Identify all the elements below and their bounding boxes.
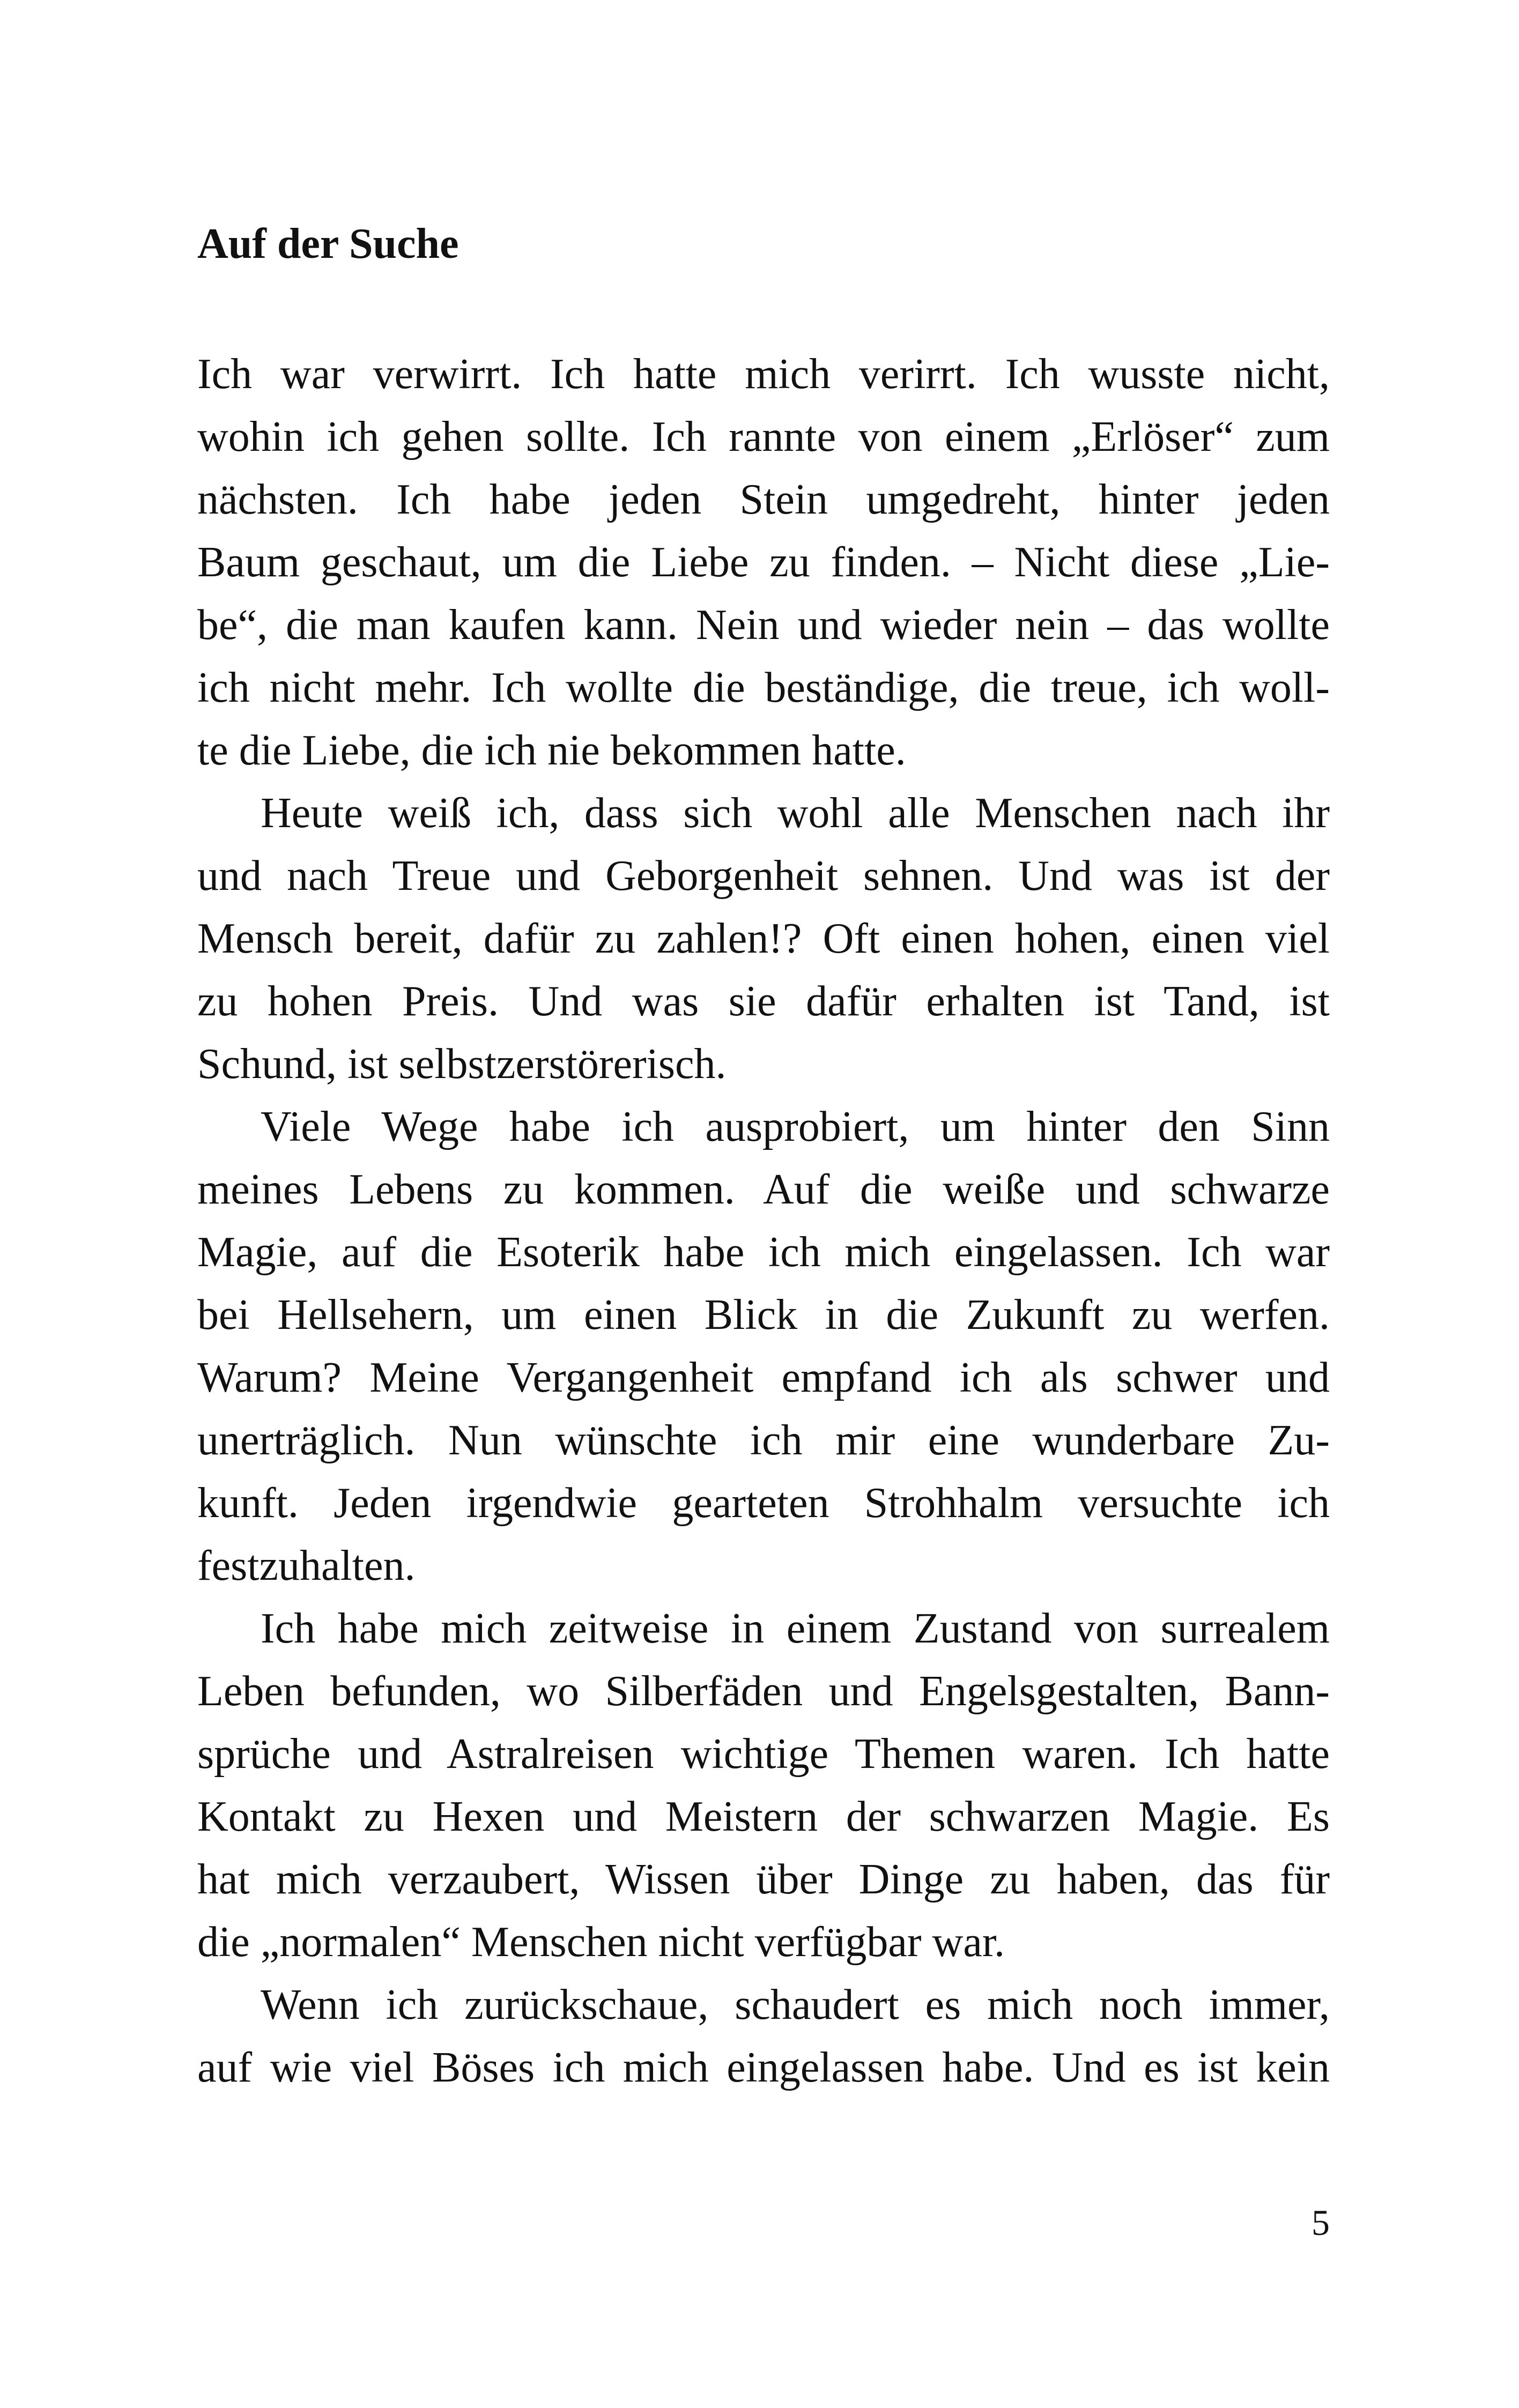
body-text bbox=[197, 343, 1330, 2099]
text-line: unerträglich. Nun wünschte ich mir eine wunderbare Zu- bbox=[197, 1417, 1330, 1464]
text-line: Ich war verwirrt. Ich hatte mich verirrt. Ich wusste nicht, bbox=[197, 351, 1330, 398]
text-line: Magie, auf die Esoterik habe ich mich eingelassen. Ich war bbox=[197, 1229, 1330, 1276]
chapter-heading: Auf der Suche bbox=[197, 220, 459, 267]
text-line: die „normalen“ Menschen nicht verfügbar war. bbox=[197, 1919, 1005, 1966]
text-line: auf wie viel Böses ich mich eingelassen habe. Und es ist kein bbox=[197, 2044, 1330, 2091]
text-line: sprüche und Astralreisen wichtige Themen waren. Ich hatte bbox=[197, 1730, 1330, 1778]
text-line: be“, die man kaufen kann. Nein und wieder nein – das wollte bbox=[197, 601, 1330, 649]
text-line: hat mich verzaubert, Wissen über Dinge zu haben, das für bbox=[197, 1856, 1330, 1903]
text-line: nächsten. Ich habe jeden Stein umgedreht, hinter jeden bbox=[197, 476, 1330, 523]
text-line: Schund, ist selbstzerstörerisch. bbox=[197, 1041, 727, 1088]
text-line: Leben befunden, wo Silberfäden und Engelsgestalten, Bann- bbox=[197, 1668, 1330, 1715]
text-line: und nach Treue und Geborgenheit sehnen. Und was ist der bbox=[197, 852, 1330, 900]
text-line: bei Hellsehern, um einen Blick in die Zukunft zu werfen. bbox=[197, 1291, 1330, 1339]
text-line: Ich habe mich zeitweise in einem Zustand von surrealem bbox=[261, 1605, 1330, 1652]
text-line: wohin ich gehen sollte. Ich rannte von einem „Erlöser“ zum bbox=[197, 413, 1330, 460]
text-line: festzuhalten. bbox=[197, 1542, 416, 1589]
text-line: Mensch bereit, dafür zu zahlen!? Oft einen hohen, einen viel bbox=[197, 915, 1330, 962]
text-line: meines Lebens zu kommen. Auf die weiße und schwarze bbox=[197, 1166, 1330, 1213]
text-line: ich nicht mehr. Ich wollte die beständige, die treue, ich woll- bbox=[197, 664, 1330, 711]
text-line: te die Liebe, die ich nie bekommen hatte. bbox=[197, 727, 906, 774]
text-line: kunft. Jeden irgendwie gearteten Strohhalm versuchte ich bbox=[197, 1480, 1330, 1527]
text-line: Warum? Meine Vergangenheit empfand ich als schwer und bbox=[197, 1354, 1330, 1401]
text-line: Viele Wege habe ich ausprobiert, um hinter den Sinn bbox=[261, 1103, 1330, 1150]
text-line: Heute weiß ich, dass sich wohl alle Menschen nach ihr bbox=[261, 790, 1330, 837]
page-number: 5 bbox=[1311, 2202, 1330, 2243]
text-line: zu hohen Preis. Und was sie dafür erhalten ist Tand, ist bbox=[197, 978, 1330, 1025]
text-line: Wenn ich zurückschaue, schaudert es mich noch immer, bbox=[261, 1981, 1330, 2028]
text-line: Kontakt zu Hexen und Meistern der schwarzen Magie. Es bbox=[197, 1793, 1330, 1840]
text-line: Baum geschaut, um die Liebe zu finden. – Nicht diese „Lie- bbox=[197, 539, 1330, 586]
